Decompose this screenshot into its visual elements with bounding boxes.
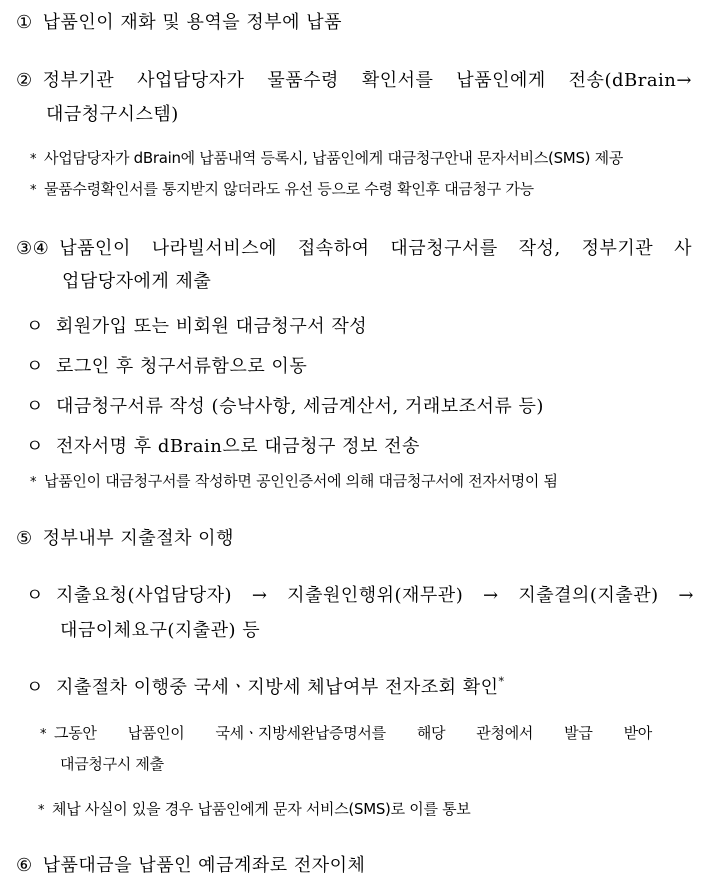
step-1-number: ① — [16, 12, 33, 33]
step-6-number: ⑥ — [16, 855, 33, 876]
bullet-circle: ㅇ — [26, 316, 44, 337]
step-5-number: ⑤ — [16, 528, 33, 549]
step-34-text-line-1: 납품인이 나라빌서비스에 접속하여 대금청구서를 작성, 정부기관 사 — [59, 238, 692, 259]
step-34-bullet-4: ㅇ 전자서명 후 dBrain으로 대금청구 정보 전송 — [26, 436, 420, 457]
step-2-note-2: * 물품수령확인서를 통지받지 않더라도 유선 등으로 수령 확인후 대금청구 가능 — [30, 180, 534, 198]
bullet-circle: ㅇ — [26, 396, 44, 417]
step-1-text: 납품인이 재화 및 용역을 정부에 납품 — [42, 12, 343, 33]
note-asterisk: * — [30, 183, 37, 198]
bullet-circle: ㅇ — [26, 585, 44, 606]
step-2-note-1: * 사업담당자가 dBrain에 납품내역 등록시, 납품인에게 대금청구안내 문자서비스(SMS) 제공 — [30, 149, 624, 167]
step-2-number: ② — [16, 70, 33, 91]
step-34-bullet-1: ㅇ 회원가입 또는 비회원 대금청구서 작성 — [26, 316, 368, 337]
step-5-text: 정부내부 지출절차 이행 — [42, 528, 234, 549]
step-5-note-2: * 체납 사실이 있을 경우 납품인에게 문자 서비스(SMS)로 이를 통보 — [38, 800, 471, 818]
bullet-circle: ㅇ — [26, 677, 44, 698]
step-2-line-1 — [16, 72, 692, 90]
step-5-bullet-1-line-1: ㅇ 지출요청(사업담당자) → 지출원인행위(재무관) → 지출결의(지출관) → — [26, 585, 694, 606]
step-6-text: 납품대금을 납품인 예금계좌로 전자이체 — [42, 855, 366, 876]
step-34-line-2: 업담당자에게 제출 — [62, 271, 212, 292]
bullet-circle: ㅇ — [26, 436, 44, 457]
step-5 — [16, 530, 234, 548]
note-asterisk: * — [30, 152, 37, 167]
step-34-line-1 — [16, 240, 692, 258]
step-2-text-line-1: 정부기관 사업담당자가 물품수령 확인서를 납품인에게 전송(dBrain→ — [42, 70, 692, 91]
step-5-bullet-2: ㅇ 지출절차 이행중 국세ㆍ지방세 체납여부 전자조회 확인* — [26, 675, 505, 698]
step-6 — [16, 857, 365, 875]
footnote-mark: * — [498, 675, 505, 688]
step-1 — [16, 14, 342, 32]
step-34-number: ③④ — [16, 238, 50, 259]
step-34-note: * 납품인이 대금청구서를 작성하면 공인인증서에 의해 대금청구서에 전자서명이 됨 — [30, 472, 558, 490]
step-34-bullet-3: ㅇ 대금청구서류 작성 (승낙사항, 세금계산서, 거래보조서류 등) — [26, 396, 544, 417]
step-5-note-1-line-2: 대금청구시 제출 — [60, 755, 164, 773]
step-34-bullet-2: ㅇ 로그인 후 청구서류함으로 이동 — [26, 356, 308, 377]
note-asterisk: * — [40, 727, 47, 742]
step-2-line-2: 대금청구시스템) — [46, 104, 179, 125]
note-asterisk: * — [38, 803, 45, 818]
step-5-note-1-line-1: * 그동안 납품인이 국세ㆍ지방세완납증명서를 해당 관청에서 발급 받아 — [40, 724, 652, 742]
note-asterisk: * — [30, 475, 37, 490]
bullet-circle: ㅇ — [26, 356, 44, 377]
step-5-bullet-1-line-2: 대금이체요구(지출관) 등 — [60, 620, 261, 641]
